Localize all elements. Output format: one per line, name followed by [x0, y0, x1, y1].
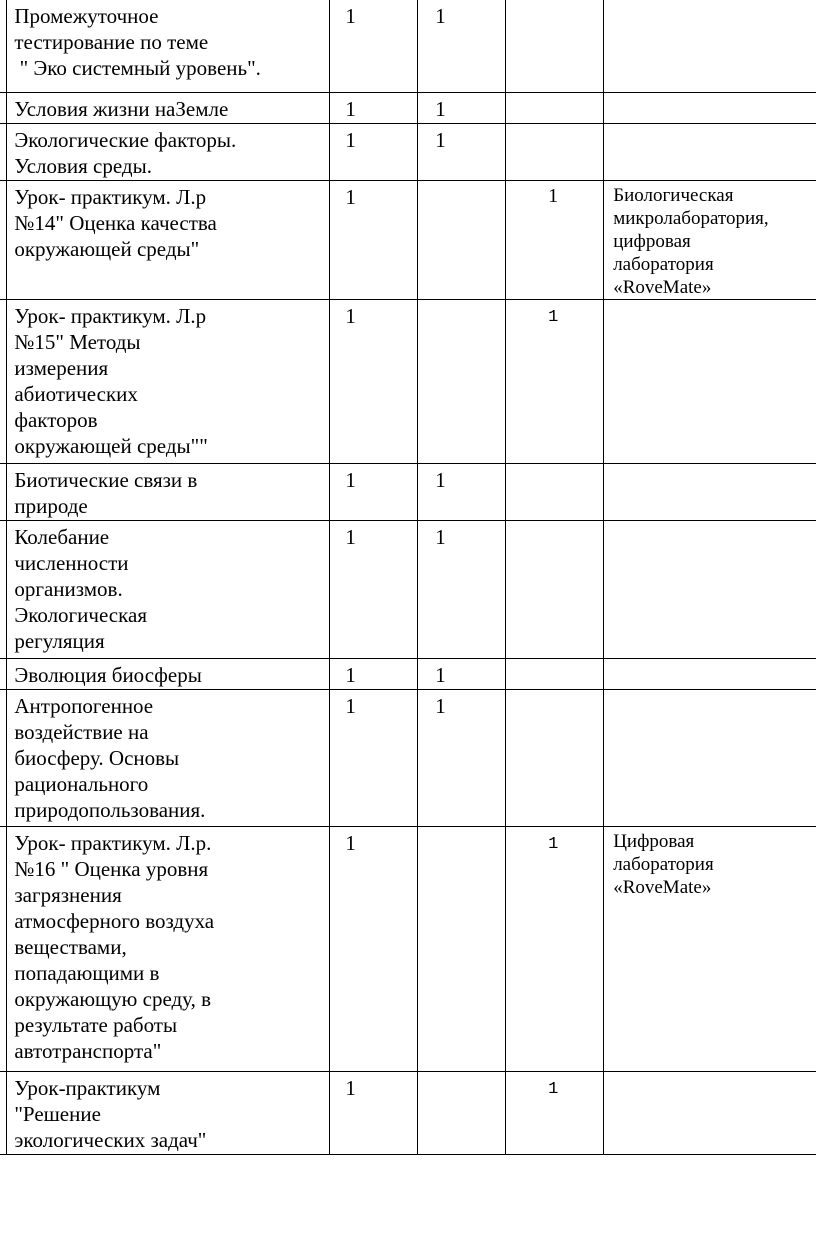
- hours-value: 1: [345, 1075, 356, 1100]
- practice-cell: [506, 92, 604, 123]
- row-number-cell: [0, 689, 7, 826]
- hours-value: 1: [345, 524, 356, 549]
- topic-cell: [7, 826, 330, 1071]
- topic-text: Биотические связи в природе: [14, 467, 198, 518]
- row-number-cell: [0, 520, 7, 658]
- theory-cell: [418, 1071, 506, 1154]
- theory-cell: [418, 180, 506, 299]
- topic-cell: [7, 92, 330, 123]
- theory-cell: [418, 92, 506, 123]
- table-row: [0, 299, 816, 463]
- table-row: [0, 0, 816, 92]
- topic-cell: [7, 689, 330, 826]
- topic-text: Эволюция биосферы: [14, 662, 202, 687]
- table-row: [0, 463, 816, 520]
- topic-cell: [7, 0, 330, 92]
- equipment-cell: [604, 299, 816, 463]
- theory-value: 1: [435, 524, 446, 549]
- hours-value: 1: [345, 96, 356, 121]
- practice-value: 1: [548, 834, 559, 854]
- table-row: [0, 826, 816, 1071]
- hours-cell: [330, 0, 418, 92]
- practice-value: [506, 8, 548, 27]
- hours-value: 1: [345, 4, 356, 28]
- hours-cell: [330, 463, 418, 520]
- table-row: [0, 92, 816, 123]
- topic-text: Антропогенное воздействие на биосферу. Основы рационального природопользования.: [14, 693, 206, 822]
- practice-value: 1: [548, 307, 559, 327]
- hours-cell: [330, 520, 418, 658]
- topic-text: Условия жизни наЗемле: [14, 96, 229, 121]
- equipment-cell: [604, 180, 816, 299]
- row-number-cell: [0, 658, 7, 689]
- equipment-cell: [604, 689, 816, 826]
- practice-cell: [506, 0, 604, 92]
- topic-cell: [7, 658, 330, 689]
- topic-cell: [7, 520, 330, 658]
- table-row: [0, 1071, 816, 1154]
- practice-value: 1: [548, 184, 559, 207]
- hours-value: 1: [345, 467, 356, 492]
- theory-cell: [418, 299, 506, 463]
- topic-cell: [7, 463, 330, 520]
- theory-value: 1: [435, 467, 446, 492]
- hours-value: 1: [345, 184, 356, 209]
- theory-value: 1: [435, 4, 446, 28]
- row-number-cell: [0, 0, 7, 92]
- table-row: [0, 689, 816, 826]
- hours-value: 1: [345, 693, 356, 718]
- equipment-cell: [604, 1071, 816, 1154]
- row-number-cell: [0, 92, 7, 123]
- row-number-cell: [0, 180, 7, 299]
- table-row: [0, 123, 816, 180]
- practice-cell: [506, 520, 604, 658]
- theory-cell: [418, 658, 506, 689]
- practice-value: [506, 472, 548, 491]
- practice-value: 1: [548, 1079, 559, 1099]
- equipment-cell: [604, 92, 816, 123]
- table-row: [0, 520, 816, 658]
- equipment-cell: [604, 826, 816, 1071]
- hours-cell: [330, 123, 418, 180]
- equipment-cell: [604, 520, 816, 658]
- equipment-cell: [604, 463, 816, 520]
- theory-cell: [418, 463, 506, 520]
- equipment-cell: [604, 0, 816, 92]
- hours-cell: [330, 826, 418, 1071]
- equipment-cell: [604, 123, 816, 180]
- topic-cell: [7, 123, 330, 180]
- topic-text: Урок- практикум. Л.р №15" Методы измерения абиотических факторов окружающей среды"": [14, 303, 208, 458]
- topic-text: Промежуточное тестирование по теме " Эко системный уровень".: [14, 4, 261, 80]
- hours-cell: [330, 689, 418, 826]
- row-number-cell: [0, 826, 7, 1071]
- practice-value: [506, 667, 548, 686]
- hours-cell: [330, 299, 418, 463]
- topic-text: Экологические факторы. Условия среды.: [14, 127, 237, 178]
- row-number-cell: [0, 299, 7, 463]
- theory-cell: [418, 826, 506, 1071]
- row-number-cell: [0, 463, 7, 520]
- practice-cell: [506, 123, 604, 180]
- table-row: [0, 658, 816, 689]
- table-row: [0, 180, 816, 299]
- practice-cell: [506, 180, 604, 299]
- hours-value: 1: [345, 662, 356, 687]
- practice-value: [506, 698, 548, 717]
- theory-value: 1: [435, 96, 446, 121]
- hours-value: 1: [345, 303, 356, 328]
- topic-cell: [7, 1071, 330, 1154]
- row-number-cell: [0, 1071, 7, 1154]
- practice-cell: [506, 463, 604, 520]
- practice-cell: [506, 689, 604, 826]
- practice-cell: [506, 826, 604, 1071]
- equipment-text: Биологическая микролаборатория, цифровая лаборатория «RoveMate»: [613, 184, 769, 298]
- theory-cell: [418, 520, 506, 658]
- hours-value: 1: [345, 127, 356, 152]
- topic-text: Колебание численности организмов. Экологическая регуляция: [14, 524, 147, 653]
- theory-value: 1: [435, 693, 446, 718]
- practice-value: [506, 529, 548, 548]
- hours-cell: [330, 658, 418, 689]
- hours-value: 1: [345, 830, 356, 855]
- theory-value: 1: [435, 127, 446, 152]
- theory-cell: [418, 123, 506, 180]
- topic-text: Урок-практикум "Решение экологических задач": [14, 1075, 207, 1152]
- practice-value: [506, 101, 548, 120]
- practice-cell: [506, 1071, 604, 1154]
- equipment-text: Цифровая лаборатория «RoveMate»: [613, 830, 714, 898]
- hours-cell: [330, 180, 418, 299]
- topic-text: Урок- практикум. Л.р №14" Оценка качества окружающей среды": [14, 184, 217, 261]
- topic-cell: [7, 180, 330, 299]
- practice-value: [506, 132, 548, 151]
- topic-text: Урок- практикум. Л.р. №16 " Оценка уровня загрязнения атмосферного воздуха веществами, попадающими в окружающую среду, в результате работы автотранспорта": [14, 830, 215, 1063]
- hours-cell: [330, 1071, 418, 1154]
- practice-cell: [506, 658, 604, 689]
- theory-cell: [418, 0, 506, 92]
- practice-cell: [506, 299, 604, 463]
- topic-cell: [7, 299, 330, 463]
- hours-cell: [330, 92, 418, 123]
- equipment-cell: [604, 658, 816, 689]
- theory-value: 1: [435, 662, 446, 687]
- theory-cell: [418, 689, 506, 826]
- row-number-cell: [0, 123, 7, 180]
